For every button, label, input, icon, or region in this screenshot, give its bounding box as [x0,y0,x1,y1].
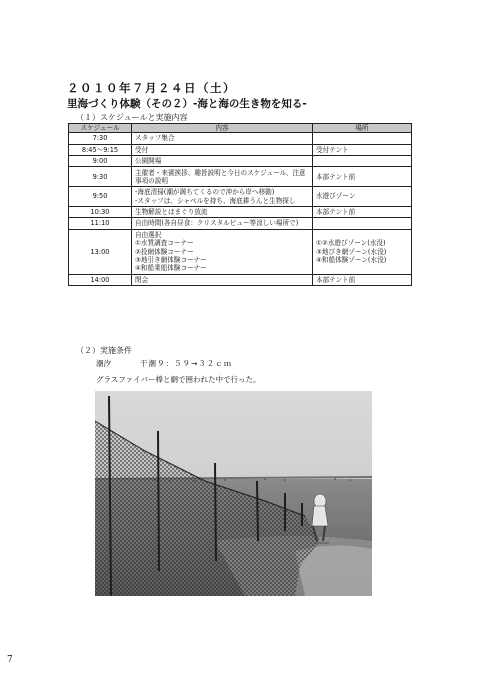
schedule-content [132,144,313,155]
schedule-time: 14:00 [69,274,132,285]
schedule-time: 13:00 [69,229,132,274]
content-line: -海底清掃(潮が満ちてくるので沖から岸へ移動) [135,188,275,197]
table-row [69,207,412,218]
content-line: 自由時間(各自昼食：クリスタルビュー等涼しい場所で) [135,219,299,228]
content-line: ②投網体験コーナー [135,247,194,256]
content-line: ①水質調査コーナー [135,239,194,248]
schedule-place [313,133,412,144]
event-date: ２０１０年７月２４日（土） [67,81,236,95]
place-line: ③地びき網ゾーン(水没) [316,247,387,256]
table-row [69,156,412,167]
place-line: 本部テント前 [316,172,356,181]
content-line: ④和船乗船体験コーナー [135,264,207,273]
schedule-time: 10:30 [69,207,132,218]
place-line [316,157,408,165]
content-line: 公園開場 [135,157,162,166]
section-heading-schedule: （１）スケジュールと実施内容 [76,113,188,122]
schedule-place [313,207,412,218]
schedule-content [132,229,313,274]
content-line: 主催者・来賓挨拶、趣旨説明と今日のスケジュール、注意 [135,168,306,177]
table-row [69,187,412,207]
content-line: 受付 [135,145,149,154]
schedule-time: 11:10 [69,218,132,229]
schedule-content [132,187,313,207]
schedule-place [313,229,412,274]
section-heading-conditions: （２）実施条件 [76,346,132,355]
place-line [316,219,408,227]
schedule-content [132,133,313,144]
schedule-content [132,207,313,218]
table-row [69,133,412,144]
content-line: -スタッフは、シャベルを持ち、海底耕うんと生物探し [135,196,296,205]
tide-value: 干潮９：５９→３２ｃｍ [140,359,233,368]
schedule-place [313,156,412,167]
page-number: 7 [7,655,13,665]
place-line: ④和船体験ゾーン(水没) [316,255,387,264]
event-title: 里海づくり体験（その２）-海と海の生き物を知る- [67,98,307,110]
schedule-table [68,123,412,286]
schedule-content [132,167,313,187]
table-row [69,229,412,274]
place-line [316,264,408,272]
content-line: 生物解説とはまぐり放流 [135,208,208,217]
schedule-time: 9:30 [69,167,132,187]
schedule-content [132,274,313,285]
conditions-note: グラスファイバー棒と網で囲われた中で行った。 [96,375,261,384]
schedule-time: 9:00 [69,156,132,167]
beach-net-photo [95,391,372,596]
column-header-schedule: スケジュール [69,124,132,133]
schedule-content [132,156,313,167]
schedule-place [313,187,412,207]
place-line [316,134,408,142]
schedule-content [132,218,313,229]
table-row [69,167,412,187]
place-line: 本部テント前 [316,275,356,284]
content-line: 自由選択 [135,231,162,240]
content-line: スタッフ集合 [135,134,175,143]
table-row [69,218,412,229]
schedule-place [313,274,412,285]
table-row [69,144,412,155]
column-header-content: 内容 [132,124,313,133]
table-row [69,274,412,285]
tide-label: 潮汐 [96,359,111,368]
place-line: 水遊びゾーン [316,192,356,201]
schedule-place [313,144,412,155]
content-line: 閉会 [135,275,149,284]
schedule-place [313,218,412,229]
table-header-row [69,124,412,133]
place-line: 受付テント [316,145,349,154]
schedule-place [313,167,412,187]
schedule-time: 9:50 [69,187,132,207]
schedule-time: 8:45〜9:15 [69,144,132,155]
schedule-time: 7:30 [69,133,132,144]
place-line: ①②水遊びゾーン(水没) [316,239,386,248]
content-line: 事項の説明 [135,176,168,185]
column-header-place: 場所 [313,124,412,133]
place-line: 本部テント前 [316,208,356,217]
content-line: ③地引き網体験コーナー [135,255,207,264]
